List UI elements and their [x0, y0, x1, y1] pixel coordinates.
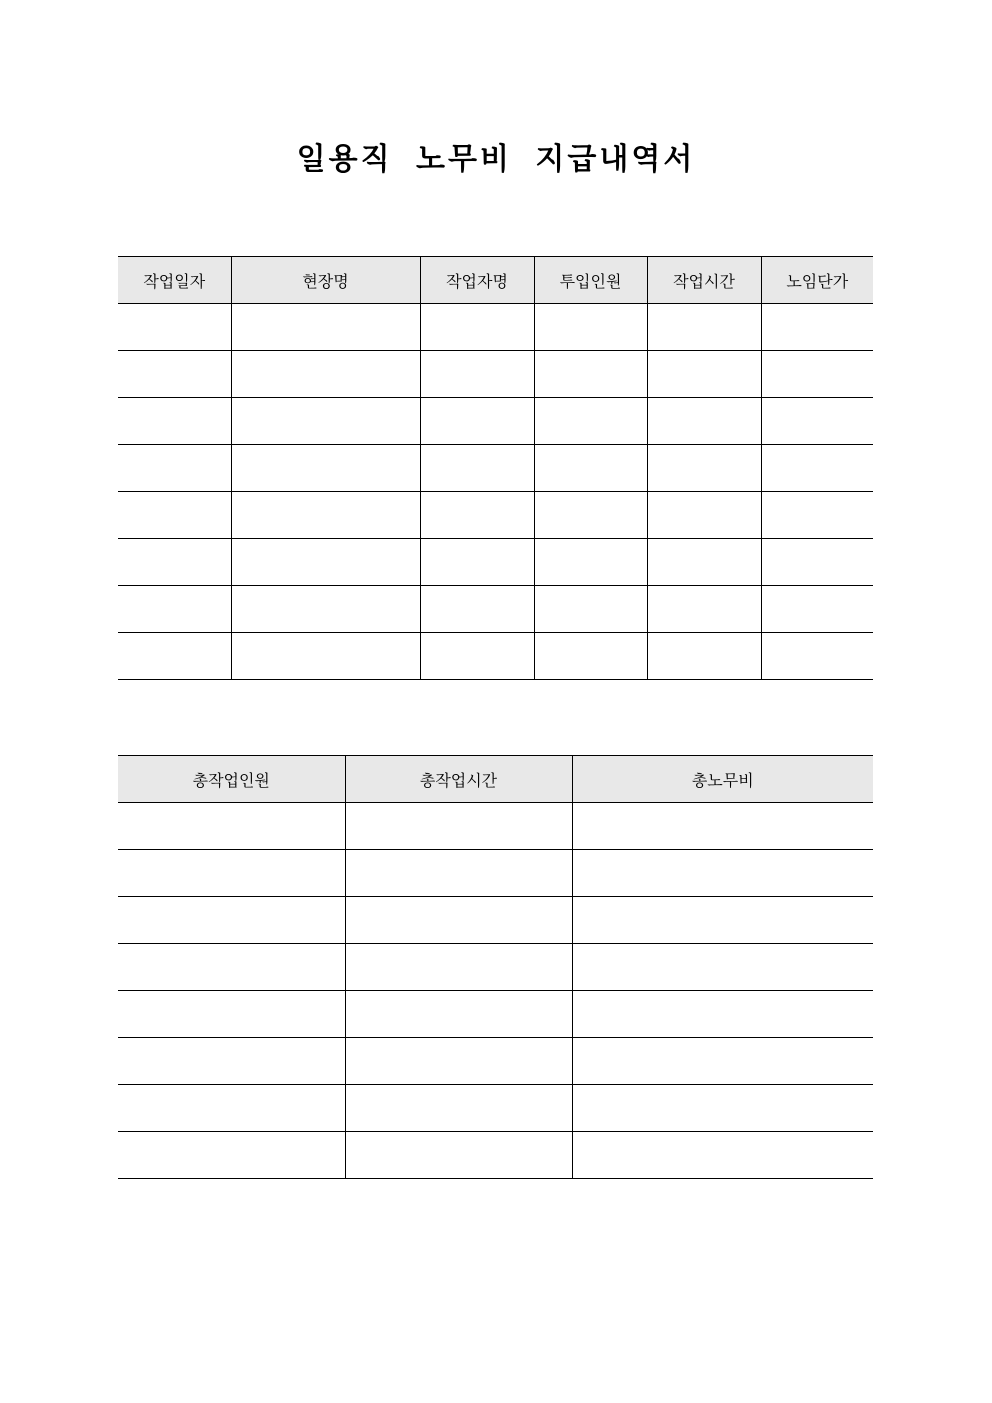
table-cell[interactable]	[647, 586, 761, 633]
table-cell[interactable]	[231, 398, 420, 445]
table-cell[interactable]	[118, 944, 345, 991]
table-cell[interactable]	[345, 1132, 572, 1179]
table-row	[118, 944, 873, 991]
column-header-headcount: 투입인원	[534, 257, 647, 304]
table-cell[interactable]	[647, 351, 761, 398]
table-cell[interactable]	[345, 1085, 572, 1132]
column-header-work-hours: 작업시간	[647, 257, 761, 304]
table-cell[interactable]	[118, 445, 231, 492]
table-cell[interactable]	[231, 633, 420, 680]
table-cell[interactable]	[118, 1132, 345, 1179]
table-cell[interactable]	[118, 850, 345, 897]
column-header-site-name: 현장명	[231, 257, 420, 304]
table-cell[interactable]	[572, 897, 873, 944]
table-cell[interactable]	[647, 304, 761, 351]
table-cell[interactable]	[345, 897, 572, 944]
table-cell[interactable]	[118, 539, 231, 586]
table-cell[interactable]	[231, 304, 420, 351]
table-row	[118, 586, 873, 633]
table-cell[interactable]	[761, 351, 873, 398]
table-cell[interactable]	[761, 304, 873, 351]
table-cell[interactable]	[345, 944, 572, 991]
table-cell[interactable]	[572, 944, 873, 991]
table-cell[interactable]	[420, 445, 534, 492]
table-header-row	[118, 756, 873, 803]
table-cell[interactable]	[572, 991, 873, 1038]
table-cell[interactable]	[534, 633, 647, 680]
table-row	[118, 445, 873, 492]
table-row	[118, 991, 873, 1038]
table-cell[interactable]	[647, 398, 761, 445]
table-row	[118, 351, 873, 398]
table-cell[interactable]	[534, 398, 647, 445]
table-row	[118, 1132, 873, 1179]
table-cell[interactable]	[231, 445, 420, 492]
table-cell[interactable]	[345, 1038, 572, 1085]
table-cell[interactable]	[231, 586, 420, 633]
table-row	[118, 492, 873, 539]
table-row	[118, 803, 873, 850]
table-row	[118, 897, 873, 944]
table-row	[118, 1038, 873, 1085]
table-cell[interactable]	[420, 492, 534, 539]
table-header-row	[118, 257, 873, 304]
table-row	[118, 1085, 873, 1132]
table-cell[interactable]	[231, 539, 420, 586]
table-cell[interactable]	[572, 1132, 873, 1179]
table-cell[interactable]	[647, 492, 761, 539]
table-cell[interactable]	[572, 850, 873, 897]
table-row	[118, 398, 873, 445]
table-cell[interactable]	[534, 539, 647, 586]
table-cell[interactable]	[534, 492, 647, 539]
labor-detail-table	[118, 256, 873, 680]
table-cell[interactable]	[420, 351, 534, 398]
table-cell[interactable]	[231, 492, 420, 539]
table-cell[interactable]	[118, 991, 345, 1038]
table-cell[interactable]	[420, 586, 534, 633]
table-cell[interactable]	[572, 1038, 873, 1085]
column-header-work-date: 작업일자	[118, 257, 231, 304]
table-cell[interactable]	[534, 586, 647, 633]
table-cell[interactable]	[572, 803, 873, 850]
table-cell[interactable]	[118, 586, 231, 633]
table-cell[interactable]	[534, 445, 647, 492]
table-cell[interactable]	[420, 633, 534, 680]
table-cell[interactable]	[118, 633, 231, 680]
labor-summary-table	[118, 755, 873, 1179]
column-header-unit-wage: 노임단가	[761, 257, 873, 304]
table-cell[interactable]	[761, 492, 873, 539]
table-cell[interactable]	[118, 492, 231, 539]
document-title: 일용직 노무비 지급내역서	[296, 142, 696, 177]
column-header-total-hours: 총작업시간	[345, 756, 572, 803]
table-cell[interactable]	[118, 398, 231, 445]
table-cell[interactable]	[118, 1085, 345, 1132]
table-cell[interactable]	[761, 586, 873, 633]
table-cell[interactable]	[534, 304, 647, 351]
table-cell[interactable]	[534, 351, 647, 398]
table-cell[interactable]	[118, 351, 231, 398]
table-cell[interactable]	[420, 539, 534, 586]
table-cell[interactable]	[345, 991, 572, 1038]
table-cell[interactable]	[231, 351, 420, 398]
column-header-worker-name: 작업자명	[420, 257, 534, 304]
table-cell[interactable]	[345, 803, 572, 850]
table-row	[118, 633, 873, 680]
table-cell[interactable]	[118, 897, 345, 944]
table-row	[118, 539, 873, 586]
table-cell[interactable]	[647, 633, 761, 680]
table-row	[118, 304, 873, 351]
table-cell[interactable]	[345, 850, 572, 897]
table-cell[interactable]	[761, 445, 873, 492]
column-header-total-labor-cost: 총노무비	[572, 756, 873, 803]
table-cell[interactable]	[118, 803, 345, 850]
table-cell[interactable]	[761, 398, 873, 445]
table-cell[interactable]	[420, 304, 534, 351]
table-cell[interactable]	[572, 1085, 873, 1132]
table-cell[interactable]	[761, 539, 873, 586]
table-cell[interactable]	[118, 304, 231, 351]
table-cell[interactable]	[647, 445, 761, 492]
table-cell[interactable]	[647, 539, 761, 586]
table-cell[interactable]	[761, 633, 873, 680]
table-cell[interactable]	[118, 1038, 345, 1085]
table-cell[interactable]	[420, 398, 534, 445]
table-row	[118, 850, 873, 897]
column-header-total-workers: 총작업인원	[118, 756, 345, 803]
